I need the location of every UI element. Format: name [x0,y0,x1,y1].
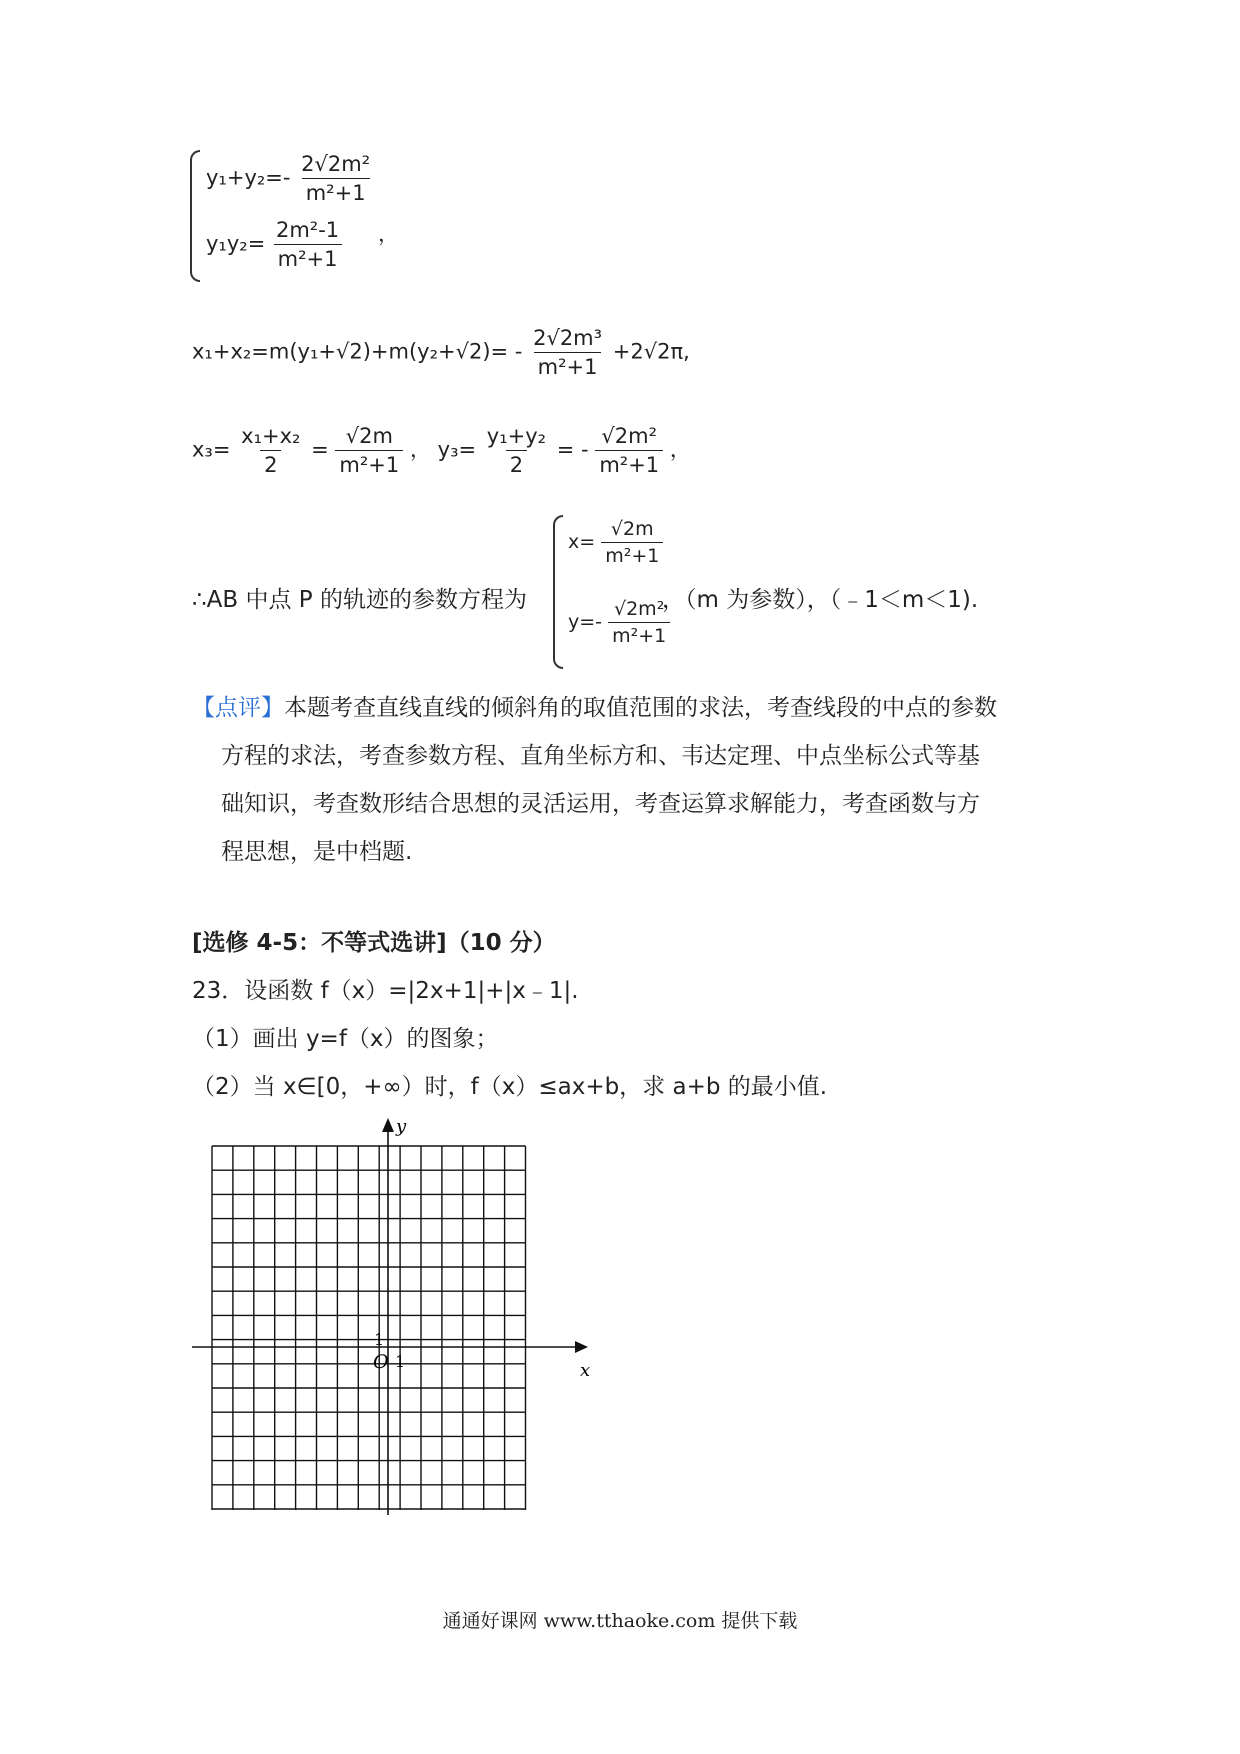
equation-sum-x [192,326,690,379]
denominator: m²+1 [608,622,670,647]
comment-text: 本题考查直线直线的倾斜角的取值范围的求法，考查线段的中点的参数 [284,695,997,721]
origin-label: O [373,1351,389,1373]
unit-y-label: 1 [374,1330,385,1349]
problem-stem: 23．设函数 f（x）=|2x+1|+|x﹣1|. [192,978,579,1004]
param-brace [553,515,563,669]
x-axis-arrow [575,1341,588,1353]
section-title: [选修 4-5：不等式选讲]（10 分） [192,930,556,956]
coordinate-grid [190,1110,610,1520]
x3-lhs: x₃= [192,437,231,462]
problem-part-2: （2）当 x∈[0，+∞）时，f（x）≤ax+b，求 a+b 的最小值. [192,1074,828,1100]
system-brace [190,150,200,282]
denominator: m²+1 [601,542,663,567]
eq-lhs: x₁+x₂=m(y₁+√2)+m(y₂+√2)= - [192,339,523,364]
comment-line-2: 方程的求法，考查参数方程、直角坐标方和、韦达定理、中点坐标公式等基 [221,743,980,769]
fraction [529,326,606,379]
x-lhs: x= [568,531,596,553]
y3-lhs: y₃= [437,437,477,462]
problem-part-1: （1）画出 y=f（x）的图象； [192,1026,499,1052]
fraction [272,218,343,271]
denominator: m²+1 [302,178,370,205]
separator: ， [669,437,691,462]
conclusion-suffix: ，（m 为参数），（﹣1＜m＜1). [662,587,979,613]
y-axis-label: y [396,1116,407,1137]
equals: = - [556,437,589,462]
denominator: m²+1 [335,450,403,477]
denominator: 2 [506,450,527,477]
comment-tag: 【点评】 [192,695,284,721]
fraction [595,424,663,477]
comment-line-3: 础知识，考查数形结合思想的灵活运用，考查运算求解能力，考查函数与方 [221,791,980,817]
denominator: m²+1 [274,244,342,271]
equals: = [311,437,329,462]
fraction [237,424,304,477]
y-lhs: y=- [568,611,603,633]
fraction [483,424,550,477]
eq-lhs: y₁+y₂=- [206,165,291,190]
conclusion-prefix: ∴AB 中点 P 的轨迹的参数方程为 [192,587,527,613]
unit-x-label: 1 [395,1352,406,1371]
param-y [568,598,670,647]
eq-lhs: y₁y₂= [206,231,266,256]
numerator: √2m² [613,598,665,620]
numerator: 2√2m³ [533,326,603,350]
x-axis-label: x [580,1360,591,1381]
fraction [335,424,403,477]
denominator: 2 [260,450,281,477]
eq-tail: +2√2π, [612,339,690,364]
fraction [608,598,670,647]
fraction [297,152,374,205]
denominator: m²+1 [595,450,663,477]
numerator: √2m [345,424,393,448]
separator: ， [409,437,431,462]
denominator: m²+1 [534,352,602,379]
numerator: y₁+y₂ [486,424,547,448]
comment-line-1 [192,684,997,732]
numerator: √2m² [601,424,658,448]
numerator: √2m [610,518,654,540]
fraction [601,518,663,567]
equation-product-y [206,218,343,271]
y-axis-arrow [382,1118,394,1132]
numerator: x₁+x₂ [241,424,301,448]
numerator: 2√2m² [301,152,371,176]
numerator: 2m²-1 [275,218,340,242]
grid-lines [212,1146,526,1510]
footer: 通通好课网 www.tthaoke.com 提供下载 [442,1610,798,1632]
equation-midpoint [192,424,691,477]
param-x [568,518,663,567]
equation-sum-y [206,152,374,205]
comment-line-4: 程思想，是中档题. [221,839,413,865]
system-comma: ， [378,222,399,246]
